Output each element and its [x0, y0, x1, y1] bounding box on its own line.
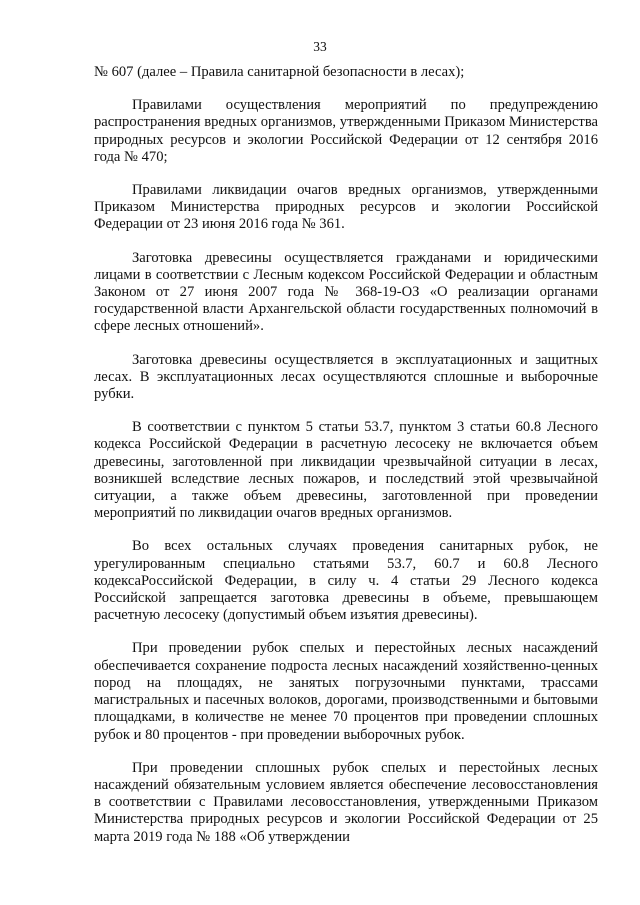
paragraph-undergrowth-preservation: При проведении рубок спелых и перестойных лесных насаждений обеспечивается сохранение подроста лесных насаждений хозяйственно-ценных пород на площадях, не занятых погрузочными пунктами, трассами магистральных и пасечных волоков, дорогами, производственными и бытовыми площадками, в количестве не менее 70 процентов при проведении сплошных рубок и 80 процентов - при проведении выборочных рубок. — [94, 640, 598, 743]
paragraph-harvesting-forests: Заготовка древесины осуществляется в эксплуатационных и защитных лесах. В эксплуатационных лесах осуществляются сплошные и выборочные рубки. — [94, 351, 598, 403]
paragraph-pest-elimination-rules: Правилами ликвидации очагов вредных организмов, утвержденными Приказом Министерства природных ресурсов и экологии Российской Федерации от 23 июня 2016 года № 361. — [94, 182, 598, 233]
document-body — [94, 64, 598, 862]
page-number: 33 — [313, 39, 327, 54]
paragraph-continuation: № 607 (далее – Правила санитарной безопасности в лесах); — [94, 64, 465, 80]
paragraph-timber-harvesting-law: Заготовка древесины осуществляется гражданами и юридическими лицами в соответствии с Лесным кодексом Российской Федерации и областным Законом от 27 июня 2007 года № 368-19-ОЗ «О реализации органами государственной власти Архангельской области государственных полномочий в сфере лесных отношений». — [94, 249, 598, 335]
paragraph-reforestation-condition: При проведении сплошных рубок спелых и перестойных лесных насаждений обязательным условием является обеспечение лесовосстановления в соответствии с Правилами лесовосстановления, утвержденными Приказом Министерства природных ресурсов и экологии Российской Федерации от 25 марта 2019 года № 188 «Об утверждении — [94, 759, 598, 845]
paragraph-pest-prevention-rules: Правилами осуществления мероприятий по предупреждению распространения вредных организмов, утвержденными Приказом Министерства природных ресурсов и экологии Российской Федерации от 12 сентября 2016 года № 470; — [94, 97, 598, 165]
paragraph-allowable-cut-exclusions: В соответствии с пунктом 5 статьи 53.7, пунктом 3 статьи 60.8 Лесного кодекса Российской Федерации в расчетную лесосеку не включается объем древесины, заготовленной при ликвидации чрезвычайной ситуации в лесах, возникшей вследствие лесных пожаров, и последствий этой чрезвычайной ситуации, а также объем древесины, заготовленной при проведении мероприятий по ликвидации очагов вредных организмов. — [94, 419, 598, 522]
paragraph-sanitary-felling: Во всех остальных случаях проведения санитарных рубок, не урегулированным специально статьями 53.7, 60.7 и 60.8 Лесного кодексаРоссийской Федерации, в силу ч. 4 статьи 29 Лесного кодекса Российской запрещается заготовка древесины в объеме, превышающем расчетную лесосеку (допустимый объем изъятия древесины). — [94, 538, 598, 624]
